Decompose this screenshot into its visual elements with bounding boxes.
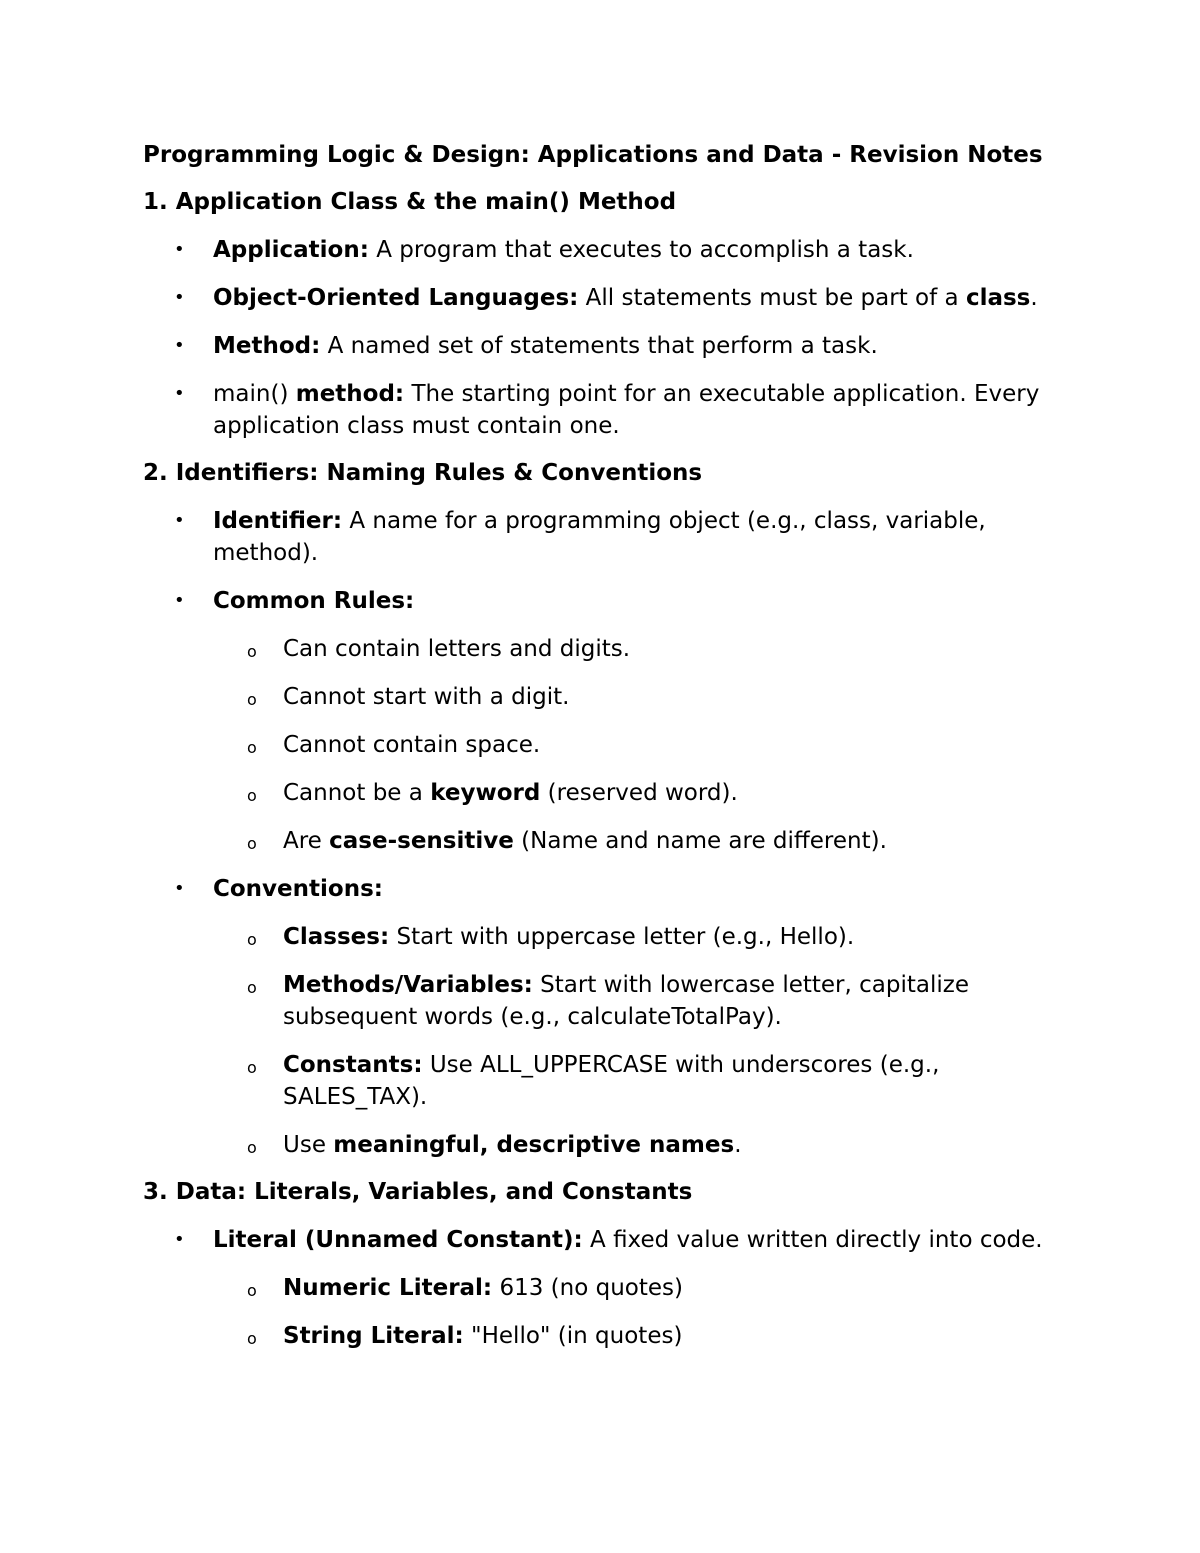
document-content [143,140,1073,1352]
definition: A fixed value written directly into code. [582,1227,1043,1253]
sub-list-item [143,1320,1073,1352]
term: Common Rules: [213,588,415,614]
literal-text: 613 (no quotes) [492,1275,683,1301]
section-heading: 3. Data: Literals, Variables, and Constants [143,1179,693,1205]
punctuation: . [1030,285,1038,311]
bullet-list [143,873,1073,905]
term: meaningful, descriptive names [333,1132,735,1158]
prefix: main() [213,381,296,407]
list-item [143,873,1073,905]
bullet-icon: • [174,287,185,308]
sub-list-item [143,1272,1073,1304]
sub-list-item [143,633,1073,665]
term: method: [295,381,405,407]
circle-bullet-icon: o [247,1281,257,1300]
term: case-sensitive [329,828,514,854]
term: Application: [213,237,369,263]
bullet-icon: • [174,878,185,899]
circle-bullet-icon: o [247,786,257,805]
term: Object-Oriented Languages: [213,285,579,311]
circle-bullet-icon: o [247,834,257,853]
rule-text: Can contain letters and digits. [283,636,631,662]
convention-text: . [734,1132,742,1158]
sub-list-item [143,729,1073,761]
definition: A program that executes to accomplish a task. [368,237,914,263]
term: Numeric Literal: [283,1275,493,1301]
sub-list-item [143,681,1073,713]
sub-list-item [143,1129,1073,1161]
bullet-list [143,234,1073,442]
term: keyword [430,780,541,806]
list-item [143,378,1073,442]
sub-bullet-list [143,633,1073,857]
term: Identifier: [213,508,343,534]
prefix: Cannot be a [283,780,431,806]
sub-bullet-list [143,921,1073,1161]
list-item [143,282,1073,314]
bullet-list [143,1224,1073,1256]
rule-text: Cannot contain space. [283,732,541,758]
term: Classes: [283,924,390,950]
list-item [143,234,1073,266]
circle-bullet-icon: o [247,642,257,661]
circle-bullet-icon: o [247,738,257,757]
rule-text: Cannot start with a digit. [283,684,570,710]
list-item [143,1224,1073,1256]
definition: The starting point for an executable application. Every application class must contain one. [213,381,1040,439]
bullet-icon: • [174,335,185,356]
prefix: Use [283,1132,334,1158]
list-item [143,585,1073,617]
definition: A named set of statements that perform a task. [320,333,878,359]
term: Method: [213,333,321,359]
convention-text: Start with uppercase letter (e.g., Hello). [389,924,855,950]
prefix: Are [283,828,330,854]
circle-bullet-icon: o [247,930,257,949]
convention-text: Use ALL_UPPERCASE with underscores (e.g., SALES_TAX). [283,1052,940,1110]
circle-bullet-icon: o [247,1329,257,1348]
definition: All statements must be part of a [578,285,966,311]
term: Literal (Unnamed Constant): [213,1227,583,1253]
list-item [143,330,1073,362]
bullet-icon: • [174,590,185,611]
term: Methods/Variables: [283,972,533,998]
term: Conventions: [213,876,383,902]
term: String Literal: [283,1323,464,1349]
document-title: Programming Logic & Design: Applications and Data - Revision Notes [143,142,1043,168]
circle-bullet-icon: o [247,1058,257,1077]
circle-bullet-icon: o [247,978,257,997]
section-heading: 1. Application Class & the main() Method [143,189,677,215]
definition: A name for a programming object (e.g., class, variable, method). [213,508,986,566]
sub-bullet-list [143,1272,1073,1352]
sub-list-item [143,969,1073,1033]
literal-text: "Hello" (in quotes) [463,1323,683,1349]
rule-text: (Name and name are different). [513,828,887,854]
term-inline: class [965,285,1031,311]
sub-list-item [143,777,1073,809]
bullet-icon: • [174,383,185,404]
convention-text: Start with lowercase letter, capitalize subsequent words (e.g., calculateTotalPay). [283,972,969,1030]
sub-list-item [143,1049,1073,1113]
circle-bullet-icon: o [247,690,257,709]
section-heading: 2. Identifiers: Naming Rules & Conventions [143,460,703,486]
list-item [143,505,1073,569]
sub-list-item [143,921,1073,953]
term: Constants: [283,1052,423,1078]
bullet-icon: • [174,1229,185,1250]
sub-list-item [143,825,1073,857]
circle-bullet-icon: o [247,1138,257,1157]
rule-text: (reserved word). [540,780,738,806]
bullet-icon: • [174,510,185,531]
bullet-list [143,505,1073,617]
bullet-icon: • [174,239,185,260]
